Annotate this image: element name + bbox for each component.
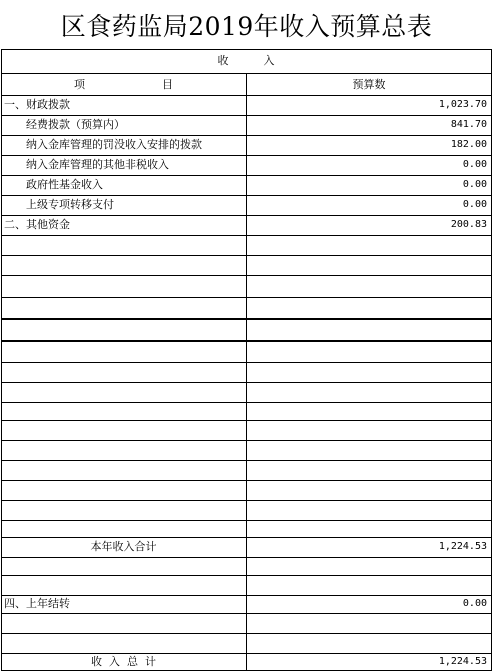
income-section-header: 收 入: [217, 54, 275, 67]
row-label: 经费拨款（预算内）: [26, 118, 125, 131]
row-label: 一、财政拨款: [4, 98, 70, 111]
grid-line: [1, 49, 491, 50]
row-value: 0.00: [462, 199, 487, 210]
subtotal-value: 1,224.53: [438, 541, 487, 552]
grid-line: [246, 73, 247, 671]
row-value: 841.70: [450, 119, 487, 130]
row-label: 纳入金库管理的其他非税收入: [26, 158, 169, 171]
row-label: 上级专项转移支付: [26, 198, 114, 211]
row-value: 200.83: [450, 219, 487, 230]
row-label: 二、其他资金: [4, 218, 70, 231]
subtotal-label: 本年收入合计: [90, 540, 157, 553]
row-value: 0.00: [462, 179, 487, 190]
grid-line: [491, 49, 492, 671]
row-label: 政府性基金收入: [26, 178, 103, 191]
row-value: 0.00: [462, 159, 487, 170]
total-value: 1,224.53: [438, 656, 487, 667]
row-value: 1,023.70: [438, 99, 487, 110]
row-label: 纳入金库管理的罚没收入安排的拨款: [26, 138, 202, 151]
sheet-title: 区食药监局2019年收入预算总表: [60, 12, 433, 41]
amount-column-header: 预算数: [352, 78, 386, 91]
grid-line: [1, 49, 2, 671]
item-column-header: 项 目: [74, 78, 173, 91]
row-value: 182.00: [450, 139, 487, 150]
carryover-label: 四、上年结转: [4, 597, 70, 610]
total-label: 收 入 总 计: [91, 655, 156, 668]
carryover-value: 0.00: [462, 598, 487, 609]
